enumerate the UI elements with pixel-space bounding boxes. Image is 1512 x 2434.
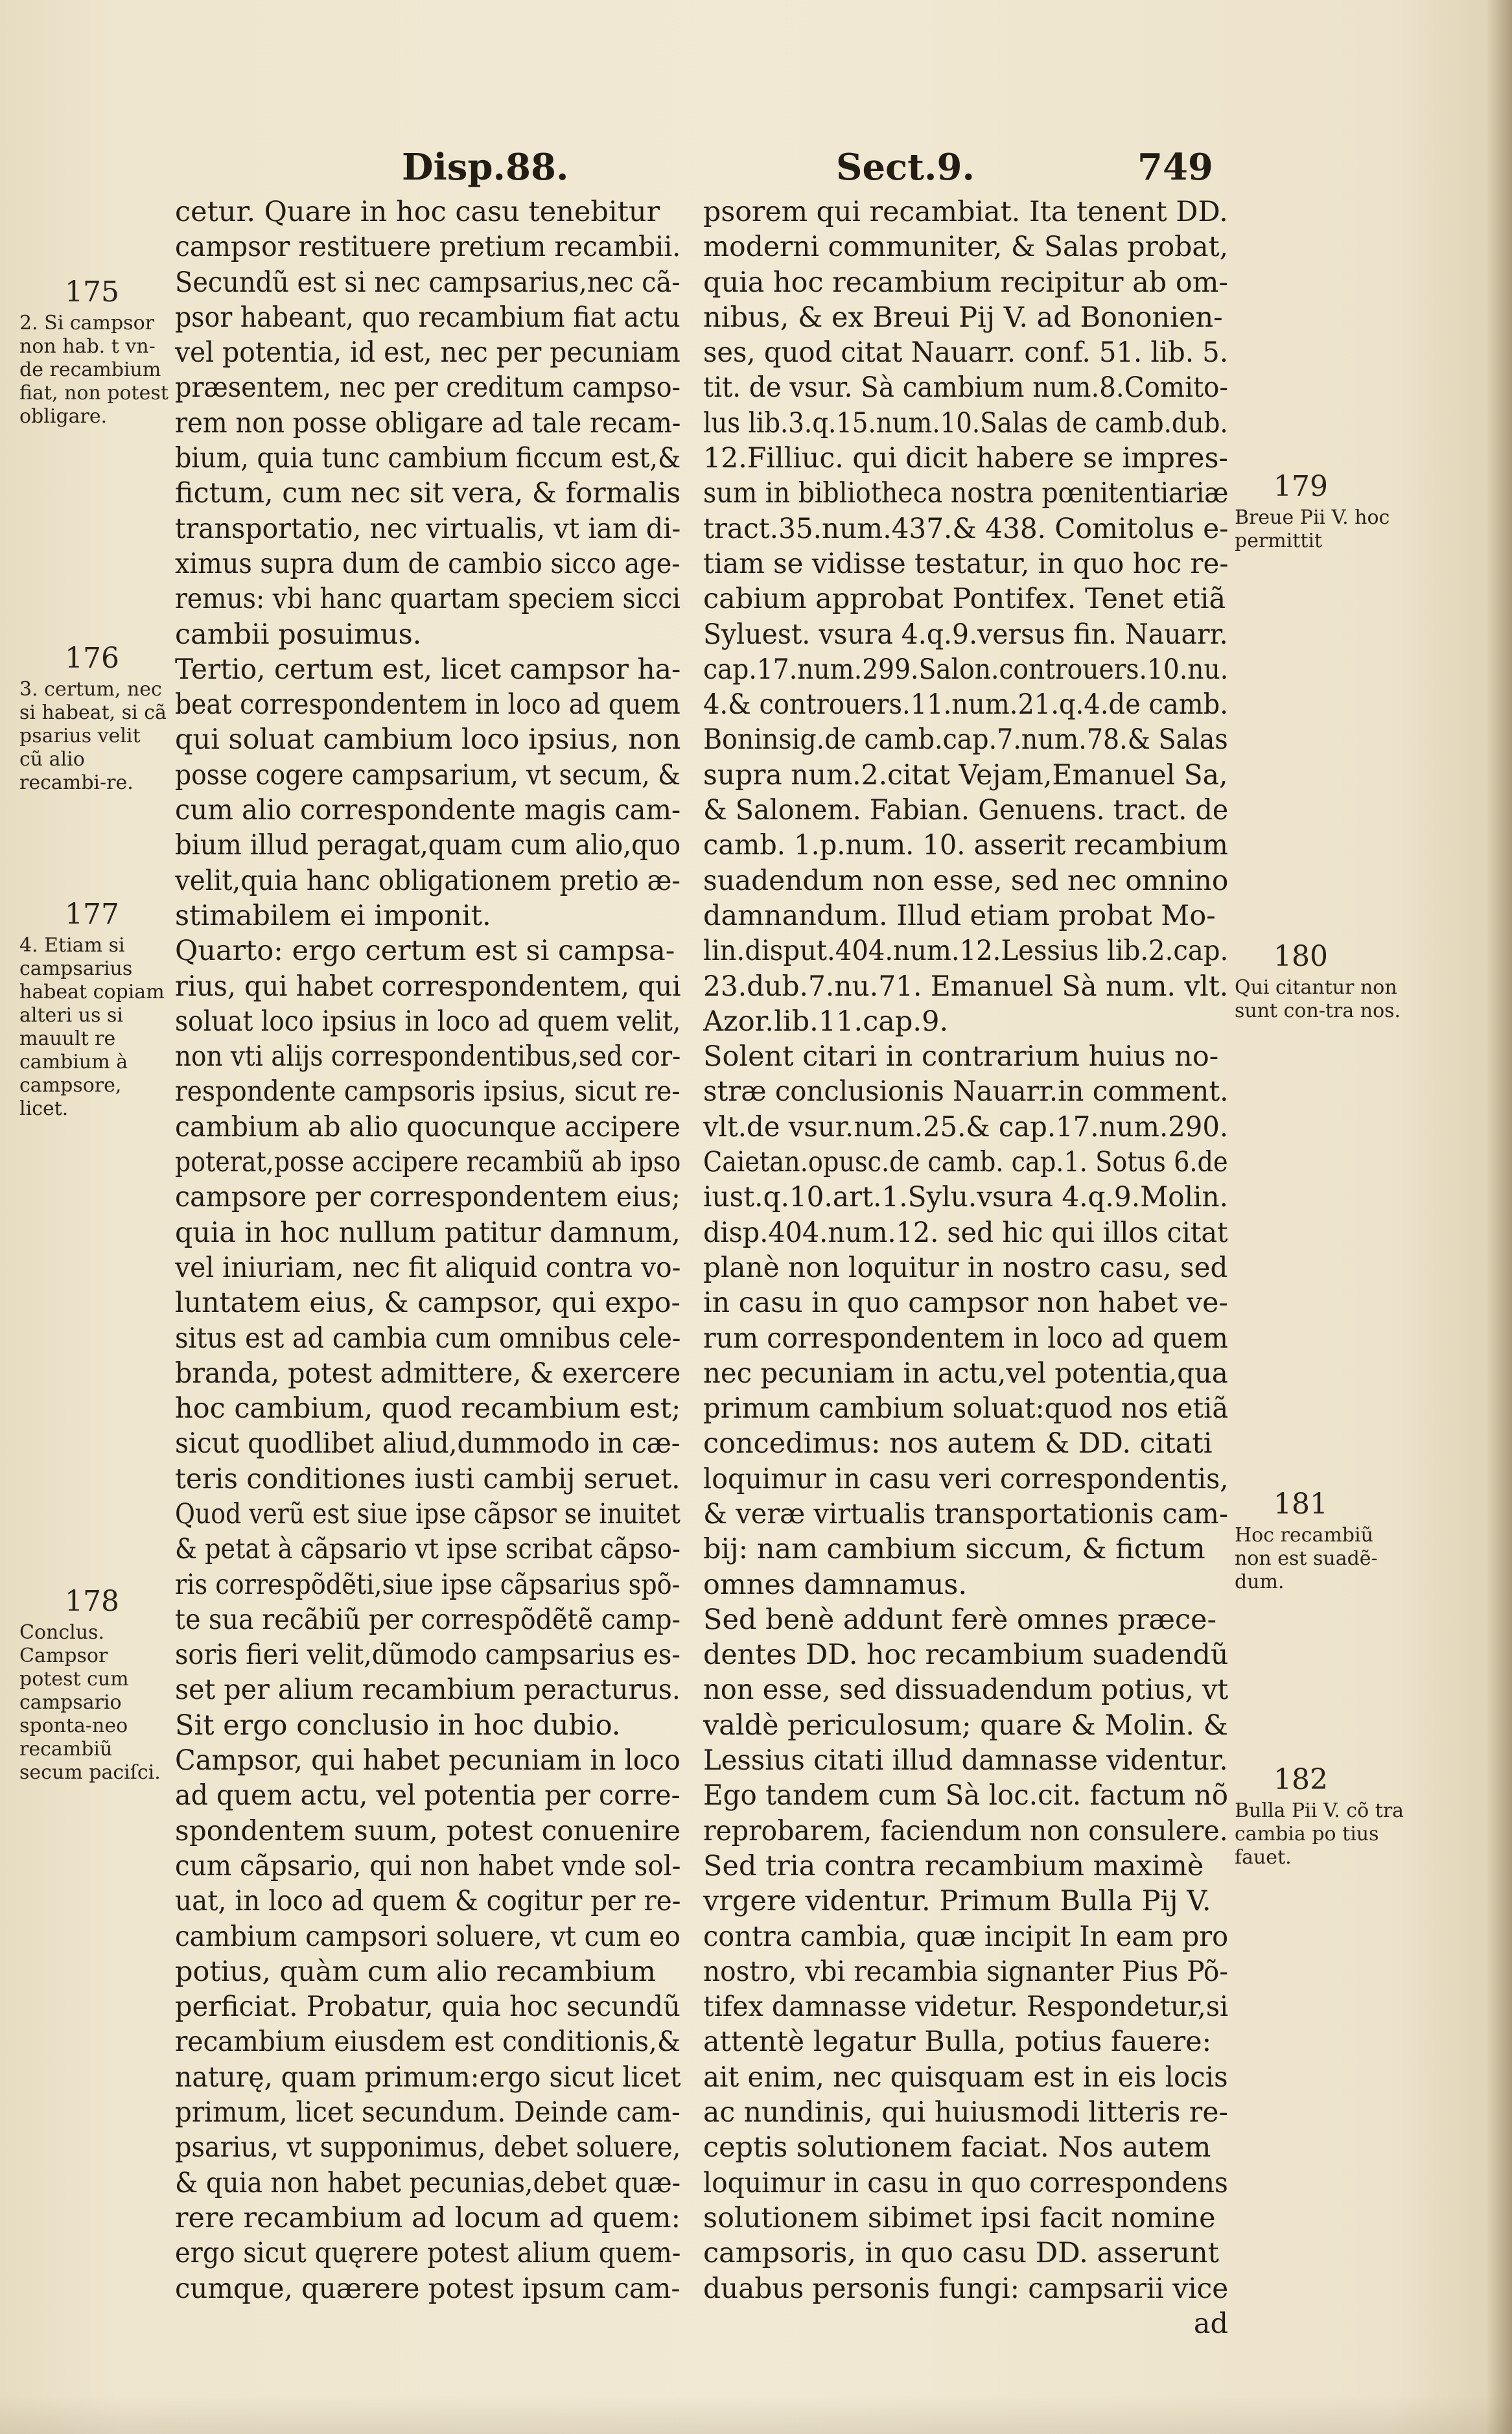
page-bottom-shade	[0, 2395, 1512, 2434]
text-line: ac nundinis, qui huiusmodi litteris re-	[703, 2096, 1228, 2129]
margin-note-number: 180	[1274, 940, 1328, 973]
text-line: nec pecuniam in actu,vel potentia,qua	[703, 1357, 1228, 1390]
text-line: ses, quod citat Nauarr. conf. 51. lib. 5.	[703, 336, 1229, 369]
text-line: recambium eiusdem est conditionis,&	[175, 2026, 681, 2059]
text-line: soluat loco ipsius in loco ad quem velit,	[175, 1005, 681, 1038]
text-line: Quod verũ est siue ipse cãpsor se inuitet	[175, 1497, 680, 1530]
text-line: vel iniuriam, nec fit aliquid contra vo-	[175, 1251, 681, 1284]
text-line: stræ conclusionis Nauarr.in comment.	[703, 1075, 1229, 1108]
text-line: Secundũ est si nec campsarius,nec cã-	[175, 266, 680, 299]
text-line: cambii posuimus.	[175, 618, 422, 651]
text-line: ris correspõdẽti,siue ipse cãpsarius spõ-	[175, 1568, 680, 1601]
text-line: nostro, vbi recambia signanter Pius Põ-	[703, 1955, 1229, 1988]
margin-note-number: 179	[1274, 470, 1328, 503]
text-line: potius, quàm cum alio recambium	[175, 1955, 657, 1988]
margin-note-number: 175	[65, 275, 119, 309]
text-line: psor habeant, quo recambium fiat actu	[175, 301, 680, 334]
margin-note-text: 4. Etiam si campsarius habeat copiam alteri us si mauult re cambium à campsore, licet.	[19, 934, 165, 1120]
text-line: ait enim, nec quisquam est in eis locis	[703, 2061, 1228, 2094]
text-line: quia in hoc nullum patitur damnum,	[175, 1216, 680, 1249]
text-line: transportatio, nec virtualis, vt iam di-	[175, 512, 681, 545]
margin-note-number: 176	[65, 642, 119, 675]
text-line: ceptis solutionem faciat. Nos autem	[703, 2131, 1211, 2164]
text-line: & quia non habet pecunias,debet quæ-	[175, 2166, 681, 2199]
text-line: soris fieri velit,dũmodo campsarius es-	[175, 1639, 680, 1672]
margin-note-text: Conclus. Campsor potest cum campsario sponta-neo recambiũ secum paciſci.	[19, 1621, 161, 1784]
text-line: uat, in loco ad quem & cogitur per re-	[175, 1885, 681, 1918]
text-line: præsentem, nec per creditum campso-	[175, 371, 680, 404]
text-line: dentes DD. hoc recambium suadendũ	[703, 1639, 1229, 1672]
text-line: iust.q.10.art.1.Sylu.vsura 4.q.9.Molin.	[703, 1181, 1229, 1214]
text-line: bium, quia tunc cambium ficcum est,&	[175, 442, 681, 475]
text-line: rere recambium ad locum ad quem:	[175, 2201, 681, 2234]
text-line: contra cambia, quæ incipit In eam pro	[703, 1920, 1229, 1953]
text-line: attentè legatur Bulla, potius fauere:	[703, 2026, 1212, 2059]
text-line: Azor.lib.11.cap.9.	[703, 1005, 949, 1038]
text-line: primum cambium soluat:quod nos etiã	[703, 1392, 1229, 1425]
text-line: sum in bibliotheca nostra pœnitentiariæ	[703, 477, 1229, 510]
text-line: tifex damnasse videtur. Respondetur,si	[703, 1991, 1229, 2024]
text-line: bium illud peragat,quam cum alio,quo	[175, 829, 681, 862]
text-line: non esse, sed dissuadendum potius, vt	[703, 1674, 1229, 1707]
text-line: tiam se vidisse testatur, in quo hoc re-	[703, 547, 1229, 580]
text-line: lus lib.3.q.15.num.10.Salas de camb.dub.	[703, 406, 1228, 439]
text-line: cambium campsori soluere, vt cum eo	[175, 1920, 680, 1953]
text-line: Sed tria contra recambium maximè	[703, 1849, 1204, 1882]
text-line: omnes damnamus.	[703, 1568, 968, 1601]
text-line: loquimur in casu veri correspondentis,	[703, 1462, 1229, 1495]
text-line: perficiat. Probatur, quia hoc secundũ	[175, 1991, 680, 2024]
text-line: stimabilem ei imponit.	[175, 899, 491, 932]
text-line: tit. de vsur. Sà cambium num.8.Comito-	[703, 371, 1229, 404]
text-line: hoc cambium, quod recambium est;	[175, 1392, 681, 1425]
catchword: ad	[1193, 2307, 1228, 2340]
text-line: posse cogere campsarium, vt secum, &	[175, 758, 681, 791]
text-line: cambium ab alio quocunque accipere	[175, 1110, 680, 1143]
page-number: 749	[1137, 146, 1213, 189]
text-line: vel potentia, id est, nec per pecuniam	[175, 336, 680, 369]
text-line: Ego tandem cum Sà loc.cit. factum nõ	[703, 1779, 1228, 1812]
text-line: psarius, vt supponimus, debet soluere,	[175, 2131, 681, 2164]
text-line: campsor restituere pretium recambii.	[175, 231, 681, 264]
text-line: sicut quodlibet aliud,dummodo in cæ-	[175, 1427, 680, 1460]
text-line: nibus, & ex Breui Pij V. ad Bononien-	[703, 301, 1223, 334]
margin-note-text: 3. certum, nec si habeat, si cã psarius velit cũ alio recambi-re.	[19, 678, 167, 794]
margin-note-number: 182	[1274, 1763, 1328, 1796]
text-line: qui soluat cambium loco ipsius, non	[175, 723, 681, 756]
margin-note-178	[19, 1585, 169, 1785]
text-line: ad quem actu, vel potentia per corre-	[175, 1779, 680, 1812]
text-line: spondentem suum, potest conuenire	[175, 1814, 680, 1847]
text-line: concedimus: nos autem & DD. citati	[703, 1427, 1213, 1460]
text-line: set per alium recambium peracturus.	[175, 1674, 681, 1707]
text-line: respondente campsoris ipsius, sicut re-	[175, 1075, 680, 1108]
running-head-disputation: Disp.88.	[402, 146, 569, 189]
text-line: camb. 1.p.num. 10. asserit recambium	[703, 829, 1228, 862]
text-line: campsore per correspondentem eius;	[175, 1181, 680, 1214]
text-line: rem non posse obligare ad tale recam-	[175, 406, 681, 439]
text-line: primum, licet secundum. Deinde cam-	[175, 2096, 680, 2129]
text-line: 12.Filliuc. qui dicit habere se impres-	[703, 442, 1228, 475]
right-text-column	[703, 194, 1228, 2341]
text-line: supra num.2.citat Vejam,Emanuel Sa,	[703, 758, 1228, 791]
text-line: non vti alijs correspondentibus,sed cor-	[175, 1040, 681, 1073]
text-line: loquimur in casu in quo correspondens	[703, 2166, 1228, 2199]
text-line: Quarto: ergo certum est si campsa-	[175, 935, 675, 968]
margin-note-number: 177	[65, 898, 119, 931]
text-line: rius, qui habet correspondentem, qui	[175, 970, 681, 1003]
margin-note-number: 181	[1274, 1488, 1328, 1521]
text-line: Tertio, certum est, licet campsor ha-	[175, 653, 681, 686]
margin-note-182	[1235, 1763, 1416, 1869]
text-line: poterat,posse accipere recambiũ ab ipso	[175, 1146, 681, 1179]
running-head-section: Sect.9.	[836, 146, 975, 189]
text-line: Syluest. vsura 4.q.9.versus fin. Nauarr.	[703, 618, 1228, 651]
text-line: beat correspondentem in loco ad quem	[175, 688, 680, 721]
text-line: quia hoc recambium recipitur ab om-	[703, 266, 1228, 299]
text-line: in casu in quo campsor non habet ve-	[703, 1287, 1228, 1320]
text-line: rum correspondentem in loco ad quem	[703, 1322, 1228, 1355]
text-line: reprobarem, faciendum non consulere.	[703, 1814, 1228, 1847]
text-line: psorem qui recambiat. Ita tenent DD.	[703, 196, 1228, 228]
text-line: campsoris, in quo casu DD. asserunt	[703, 2237, 1219, 2270]
text-line: branda, potest admittere, & exercere	[175, 1357, 681, 1390]
margin-note-text: Hoc recambiũ non est suadẽ-dum.	[1235, 1524, 1378, 1593]
text-line: cap.17.num.299.Salon.controuers.10.nu.	[703, 653, 1229, 686]
margin-note-text: Bulla Pii V. cõ tra cambia po tius fauet.	[1235, 1799, 1404, 1869]
text-line: Lessius citati illud damnasse videntur.	[703, 1744, 1228, 1777]
text-line: planè non loquitur in nostro casu, sed	[703, 1251, 1228, 1284]
text-line: cum alio correspondente magis cam-	[175, 794, 681, 827]
text-line: ergo sicut quęrere potest alium quem-	[175, 2237, 681, 2270]
text-line: solutionem sibimet ipsi facit nomine	[703, 2201, 1216, 2234]
text-line: duabus personis fungi: campsarii vice	[703, 2272, 1229, 2305]
text-line: suadendum non esse, sed nec omnino	[703, 864, 1229, 897]
text-line: situs est ad cambia cum omnibus cele-	[175, 1322, 681, 1355]
text-line: cumque, quærere potest ipsum cam-	[175, 2272, 680, 2305]
text-line: Caietan.opusc.de camb. cap.1. Sotus 6.de	[703, 1146, 1228, 1179]
margin-note-175	[19, 275, 169, 428]
text-line: cabium approbat Pontifex. Tenet etiã	[703, 583, 1226, 616]
text-line: Boninsig.de camb.cap.7.num.78.& Salas	[703, 723, 1228, 756]
text-line: valdè periculosum; quare & Molin. &	[703, 1709, 1228, 1742]
text-line: moderni communiter, & Salas probat,	[703, 231, 1229, 264]
text-line: luntatem eius, & campsor, qui expo-	[175, 1287, 680, 1320]
text-line: tract.35.num.437.& 438. Comitolus e-	[703, 512, 1229, 545]
text-line: cum cãpsario, qui non habet vnde sol-	[175, 1849, 681, 1882]
text-line: 4.& controuers.11.num.21.q.4.de camb.	[703, 688, 1228, 721]
text-line: disp.404.num.12. sed hic qui illos citat	[703, 1216, 1228, 1249]
margin-note-text: 2. Si campsor non hab. t vn-de recambium fiat, non potest obligare.	[19, 312, 169, 428]
text-line: vrgere videntur. Primum Bulla Pij V.	[703, 1885, 1211, 1918]
margin-note-number: 178	[65, 1585, 119, 1618]
text-line: lin.disput.404.num.12.Lessius lib.2.cap.	[703, 935, 1229, 968]
text-line: vlt.de vsur.num.25.& cap.17.num.290.	[703, 1110, 1229, 1143]
text-line: remus: vbi hanc quartam speciem sicci	[175, 583, 680, 616]
page-edge-shadow	[1486, 0, 1512, 2434]
text-line: Campsor, qui habet pecuniam in loco	[175, 1744, 680, 1777]
margin-note-text: Breue Pii V. hoc permittit	[1235, 506, 1390, 552]
text-line: Sit ergo conclusio in hoc dubio.	[175, 1709, 621, 1742]
text-line: bij: nam cambium siccum, & fictum	[703, 1533, 1205, 1566]
text-line: te sua recãbiũ per correspõdẽtẽ camp-	[175, 1603, 680, 1636]
text-line: teris conditiones iusti cambij seruet.	[175, 1462, 680, 1495]
text-line: & veræ virtualis transportationis cam-	[703, 1497, 1229, 1530]
text-line: Sed benè addunt ferè omnes præce-	[703, 1603, 1217, 1636]
text-line: cetur. Quare in hoc casu tenebitur	[175, 196, 660, 228]
text-line: 23.dub.7.nu.71. Emanuel Sà num. vlt.	[703, 970, 1229, 1003]
text-line: naturę, quam primum:ergo sicut licet	[175, 2061, 681, 2094]
margin-note-181	[1235, 1488, 1416, 1594]
margin-note-180	[1235, 940, 1416, 1023]
text-line: velit,quia hanc obligationem pretio æ-	[175, 864, 680, 897]
text-line: damnandum. Illud etiam probat Mo-	[703, 899, 1216, 932]
left-text-column	[175, 194, 680, 2306]
text-line: fictum, cum nec sit vera, & formalis	[175, 477, 681, 510]
text-line: & petat à cãpsario vt ipse scribat cãpso-	[175, 1533, 680, 1566]
text-line: Solent citari in contrarium huius no-	[703, 1040, 1219, 1073]
margin-note-179	[1235, 470, 1416, 553]
margin-note-text: Qui citantur non sunt con-tra nos.	[1235, 976, 1401, 1022]
margin-note-176	[19, 642, 169, 795]
margin-note-177	[19, 898, 169, 1121]
text-line: & Salonem. Fabian. Genuens. tract. de	[703, 794, 1229, 827]
text-line: ximus supra dum de cambio sicco age-	[175, 547, 680, 580]
